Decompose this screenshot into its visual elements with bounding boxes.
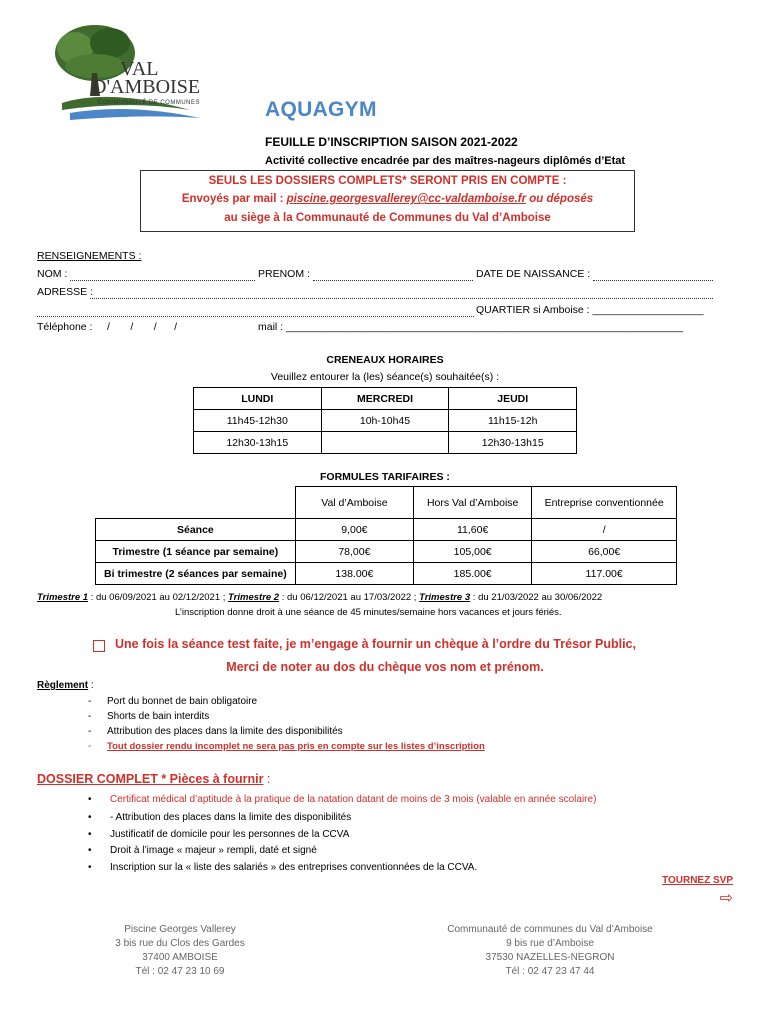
dossier-heading (37, 772, 270, 786)
footer-left-line-4: Tél : 02 47 23 10 69 (135, 966, 225, 977)
t2-dates: : du 06/12/2021 au 17/03/2022 ; (279, 592, 420, 603)
reglement-item-1: Port du bonnet de bain obligatoire (107, 696, 258, 707)
slot-jeudi-2[interactable]: 12h30-13h15 (449, 432, 577, 454)
col-val-amboise: Val d’Amboise (295, 487, 413, 519)
dossier-item-5: Inscription sur la « liste des salariés » des entreprises conventionnées de la CCVA. (110, 862, 478, 873)
dash-icon: - (88, 741, 92, 752)
col-mercredi: MERCREDI (321, 388, 449, 410)
dossier-colon: : (263, 772, 271, 786)
telephone-label[interactable]: Téléphone : / / / / (37, 321, 178, 333)
engagement-checkbox[interactable] (93, 640, 105, 652)
price-trimestre-val: 78,00€ (295, 541, 413, 563)
dossier-title: DOSSIER COMPLET * Pièces à fournir (37, 772, 264, 786)
t3-dates: : du 21/03/2022 au 30/06/2022 (470, 592, 603, 603)
arrow-right-icon: ⇨ (719, 890, 733, 907)
email-link[interactable]: piscine.georgesvallerey@cc-valdamboise.fr (286, 193, 527, 205)
footer-right-line-3: 37530 NAZELLES-NEGRON (485, 952, 615, 963)
row-trimestre: Trimestre (1 séance par semaine) (96, 541, 296, 563)
notice-send-label: Envoyés par mail : (181, 193, 287, 205)
t3-label: Trimestre 3 (419, 592, 471, 603)
price-trimestre-entreprise: 66,00€ (532, 541, 677, 563)
logo-text-val: VAL (120, 58, 159, 80)
logo-text-amboise: D'AMBOISE (92, 76, 201, 98)
footer-left-line-3: 37400 AMBOISE (142, 952, 218, 963)
dash-icon: - (88, 726, 92, 737)
t1-label: Trimestre 1 (37, 592, 89, 603)
slot-lundi-2[interactable]: 12h30-13h15 (194, 432, 322, 454)
col-entreprise: Entreprise conventionnée (532, 487, 677, 519)
notice-line-3: au siège à la Communauté de Communes du Val d’Amboise (224, 212, 551, 224)
schedule-table (193, 387, 577, 454)
dossier-item-4: Droit à l’image « majeur » rempli, daté et signé (110, 845, 317, 856)
nom-field[interactable] (70, 271, 255, 281)
logo (50, 18, 210, 128)
tarifs-corner (96, 487, 296, 519)
bullet-icon: • (88, 812, 92, 823)
col-lundi: LUNDI (194, 388, 322, 410)
quartier-label[interactable]: QUARTIER si Amboise : ___________________ (476, 304, 704, 316)
reglement-item-2: Shorts de bain interdits (107, 711, 210, 722)
form-heading: RENSEIGNEMENTS : (37, 250, 142, 262)
bullet-icon: • (88, 829, 92, 840)
adresse-label: ADRESSE : (37, 286, 94, 298)
logo-tagline: COMMUNAUTÉ DE COMMUNES (98, 100, 200, 106)
page-title: AQUAGYM (265, 98, 377, 121)
bullet-icon: • (88, 845, 92, 856)
t1-dates: : du 06/09/2021 au 02/12/2021 ; (88, 592, 229, 603)
reglement-colon: : (88, 680, 94, 691)
footer-right-line-1: Communauté de communes du Val d’Amboise (447, 924, 653, 935)
col-hors-val: Hors Val d’Amboise (414, 487, 532, 519)
footer-right (420, 923, 680, 979)
notice-line-2 (141, 193, 634, 205)
price-seance-val: 9,00€ (295, 519, 413, 541)
page-subtitle: FEUILLE D’INSCRIPTION SAISON 2021-2022 (265, 135, 518, 149)
dash-icon: - (88, 711, 92, 722)
engagement-line-1: Une fois la séance test faite, je m’engage à fournir un chèque à l’ordre du Trésor Public, (115, 637, 636, 651)
adresse-field-2[interactable] (37, 307, 474, 317)
reglement-item-4: Tout dossier rendu incomplet ne sera pas pris en compte sur les listes d’inscription (107, 741, 485, 752)
footer-left (80, 923, 280, 979)
adresse-field[interactable] (90, 289, 713, 299)
trimestre-dates (37, 592, 602, 603)
price-seance-entreprise: / (532, 519, 677, 541)
schedule-heading: CRENEAUX HORAIRES (326, 354, 444, 366)
footer-left-line-1: Piscine Georges Vallerey (124, 924, 236, 935)
dossier-item-1: Certificat médical d’aptitude à la pratique de la natation datant de moins de 3 mois (valable en année scolaire) (110, 794, 597, 805)
dossier-item-3: Justificatif de domicile pour les personnes de la CCVA (110, 829, 350, 840)
slot-jeudi-1[interactable]: 11h15-12h (449, 410, 577, 432)
bullet-icon: • (88, 794, 92, 805)
tournez-link[interactable]: TOURNEZ SVP (662, 875, 733, 886)
mail-field[interactable]: mail : ____________________________________________________________________ (258, 321, 684, 333)
dash-icon: - (88, 696, 92, 707)
slot-mercredi-2 (321, 432, 449, 454)
tarifs-table (95, 486, 677, 585)
price-bitrimestre-entreprise: 117.00€ (532, 563, 677, 585)
nom-label: NOM : (37, 268, 68, 280)
price-bitrimestre-val: 138.00€ (295, 563, 413, 585)
col-jeudi: JEUDI (449, 388, 577, 410)
notice-line-1: SEULS LES DOSSIERS COMPLETS* SERONT PRIS EN COMPTE : (208, 175, 567, 187)
row-bitrimestre: Bi trimestre (2 séances par semaine) (96, 563, 296, 585)
reglement-heading (37, 680, 94, 691)
footer-right-line-4: Tél : 02 47 23 47 44 (505, 966, 595, 977)
bullet-icon: • (88, 862, 92, 873)
tarifs-heading: FORMULES TARIFAIRES : (320, 471, 450, 483)
price-bitrimestre-hors: 185.00€ (414, 563, 532, 585)
trimestre-note: L’inscription donne droit à une séance de 45 minutes/semaine hors vacances et jours fériés. (175, 607, 562, 618)
reglement-item-3: Attribution des places dans la limite des disponibilités (107, 726, 343, 737)
activity-description: Activité collective encadrée par des maîtres-nageurs diplômés d’Etat (265, 155, 626, 167)
footer-right-line-2: 9 bis rue d’Amboise (506, 938, 594, 949)
price-seance-hors: 11,60€ (414, 519, 532, 541)
notice-box (140, 170, 635, 232)
footer-left-line-2: 3 bis rue du Clos des Gardes (115, 938, 245, 949)
naissance-label: DATE DE NAISSANCE : (476, 268, 591, 280)
price-trimestre-hors: 105,00€ (414, 541, 532, 563)
naissance-field[interactable] (593, 271, 713, 281)
reglement-label: Règlement (37, 680, 89, 691)
slot-mercredi-1[interactable]: 10h-10h45 (321, 410, 449, 432)
t2-label: Trimestre 2 (228, 592, 280, 603)
notice-deposit-label: ou déposés (526, 193, 594, 205)
prenom-label: PRENOM : (258, 268, 310, 280)
prenom-field[interactable] (313, 271, 473, 281)
dossier-item-2: - Attribution des places dans la limite des disponibilités (110, 812, 352, 823)
row-seance: Séance (96, 519, 296, 541)
slot-lundi-1[interactable]: 11h45-12h30 (194, 410, 322, 432)
schedule-instruction: Veuillez entourer la (les) séance(s) souhaitée(s) : (270, 371, 500, 383)
engagement-line-2: Merci de noter au dos du chèque vos nom et prénom. (226, 660, 544, 674)
